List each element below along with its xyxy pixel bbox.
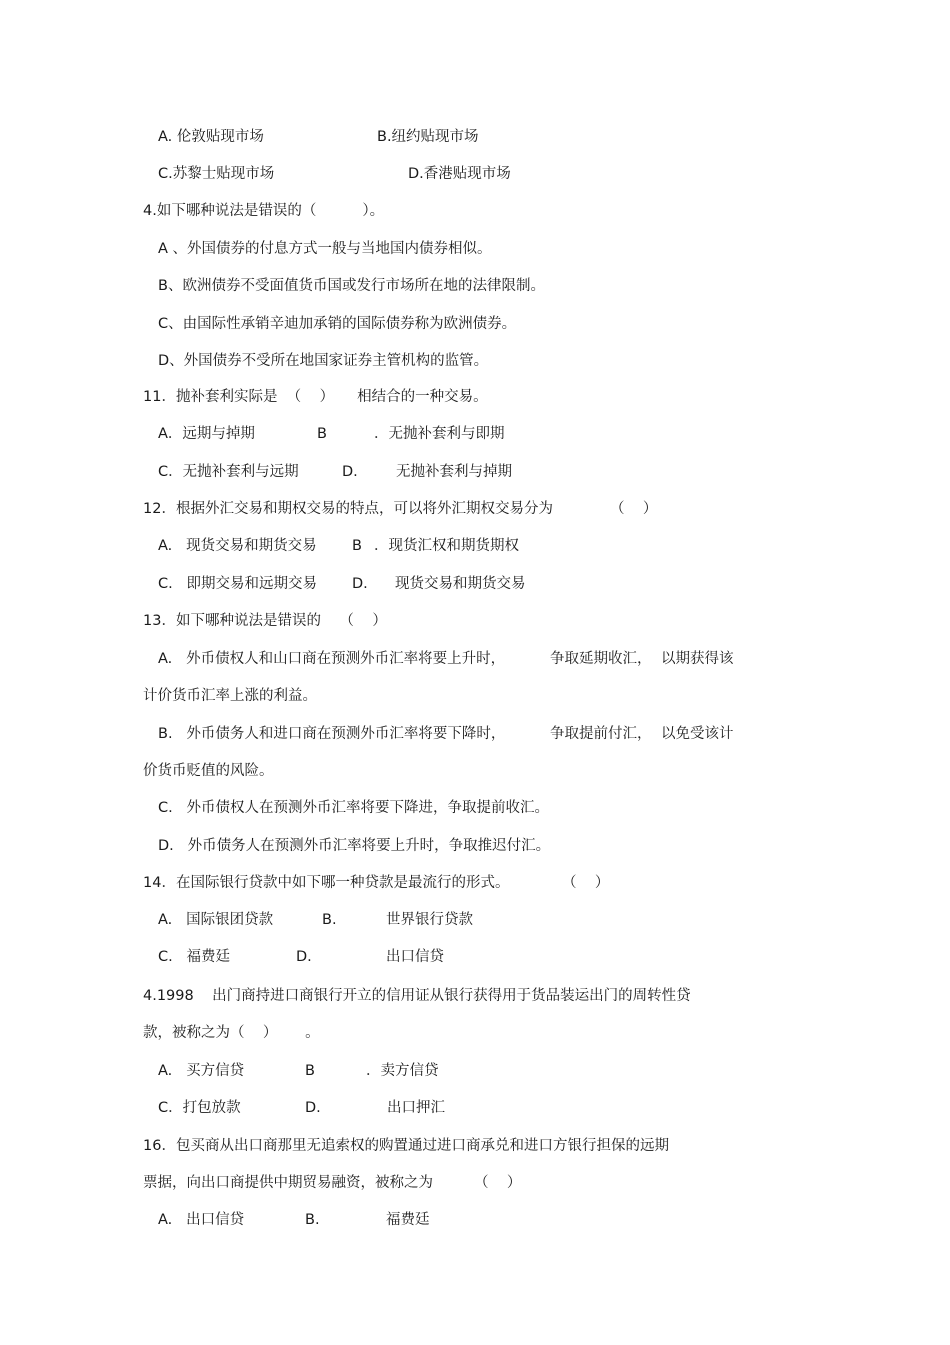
q13-option-b-part3: 以免受该计 [661, 726, 734, 742]
q3-option-c: C.苏黎士贴现市场 [158, 166, 275, 182]
q14-option-d-text: 出口信贷 [386, 949, 444, 965]
q15-option-d-letter: D. [305, 1100, 321, 1116]
q14-option-b-letter: B. [322, 912, 337, 928]
q13-option-a-part3: 以期获得该 [661, 651, 734, 667]
q11-option-b-letter: B [317, 426, 327, 442]
q12-stem: 12．根据外汇交易和期权交易的特点，可以将外汇期权交易分为 [143, 501, 553, 517]
q16-option-b-letter: B. [305, 1212, 320, 1228]
q13-option-a-part2: 争取延期收汇， [550, 651, 652, 667]
q14-stem: 14．在国际银行贷款中如下哪一种贷款是最流行的形式。 [143, 875, 510, 891]
q15-stem-continued: 款，被称之为（ ） 。 [143, 1025, 320, 1041]
q13-stem: 13．如下哪种说法是错误的 （ ） [143, 613, 387, 629]
q3-option-d: D.香港贴现市场 [408, 166, 511, 182]
q14-option-d-letter: D. [296, 949, 312, 965]
q15-option-b-text: ．卖方信贷 [366, 1063, 439, 1079]
q13-option-b-continued: 价货币贬值的风险。 [143, 763, 274, 779]
q4-stem: 4.如下哪种说法是错误的（ ）。 [143, 203, 385, 219]
q12-option-b-text: ．现货汇权和期货期权 [374, 538, 519, 554]
q14-answer-blank: （ ） [562, 875, 610, 891]
q11-option-b-text: ．无抛补套利与即期 [374, 426, 505, 442]
q11-option-a: A．远期与掉期 [158, 426, 255, 442]
q4-option-a: A 、外国债券的付息方式一般与当地国内债券相似。 [158, 241, 492, 257]
q12-option-b-letter: B [352, 538, 362, 554]
q3-option-b: B.纽约贴现市场 [377, 129, 479, 145]
q13-option-b-part2: 争取提前付汇， [550, 726, 652, 742]
q3-option-a: A. 伦敦贴现市场 [158, 129, 264, 145]
q13-option-c: C. 外币债权人在预测外币汇率将要下降进，争取提前收汇。 [158, 800, 550, 816]
q12-answer-blank: （ ） [610, 501, 658, 517]
q15-option-a: A. 买方信贷 [158, 1063, 245, 1079]
q13-option-a-part1: A. 外币债权人和山口商在预测外币汇率将要上升时， [158, 651, 506, 667]
q11-stem: 11．抛补套利实际是 （ ） 相结合的一种交易。 [143, 389, 488, 405]
q4-option-c: C、由国际性承销辛迪加承销的国际债券称为欧洲债券。 [158, 316, 517, 332]
q14-option-c: C. 福费廷 [158, 949, 231, 965]
q16-option-a: A. 出口信贷 [158, 1212, 245, 1228]
q11-option-d-text: 无抛补套利与掉期 [396, 464, 512, 480]
q16-answer-blank: （ ） [474, 1175, 522, 1191]
q14-option-a: A. 国际银团贷款 [158, 912, 274, 928]
q15-option-d-text: 出口押汇 [387, 1100, 445, 1116]
q14-option-b-text: 世界银行贷款 [386, 912, 473, 928]
q4-option-b: B、欧洲债券不受面值货币国或发行市场所在地的法律限制。 [158, 278, 545, 294]
q12-option-c: C. 即期交易和远期交易 [158, 576, 318, 592]
q13-option-a-continued: 计价货币汇率上涨的利益。 [143, 688, 317, 704]
q15-stem: 4.1998 出门商持进口商银行开立的信用证从银行获得用于货品装运出门的周转性贷 [143, 988, 691, 1004]
q16-option-b-text: 福费廷 [386, 1212, 430, 1228]
q12-option-d-text: 现货交易和期货交易 [395, 576, 526, 592]
q16-stem: 16．包买商从出口商那里无追索权的购置通过进口商承兑和进口方银行担保的远期 [143, 1138, 669, 1154]
q13-option-b-part1: B. 外币债务人和进口商在预测外币汇率将要下降时， [158, 726, 506, 742]
q11-option-d-letter: D. [342, 464, 358, 480]
q12-option-d-letter: D. [352, 576, 368, 592]
q15-option-b-letter: B [305, 1063, 315, 1079]
q16-stem-continued: 票据，向出口商提供中期贸易融资，被称之为 [143, 1175, 433, 1191]
q11-option-c: C．无抛补套利与远期 [158, 464, 299, 480]
q15-option-c: C．打包放款 [158, 1100, 241, 1116]
q12-option-a: A. 现货交易和期货交易 [158, 538, 317, 554]
q4-option-d: D、外国债券不受所在地国家证券主管机构的监管。 [158, 353, 489, 369]
q13-option-d: D. 外币债务人在预测外币汇率将要上升时，争取推迟付汇。 [158, 838, 551, 854]
